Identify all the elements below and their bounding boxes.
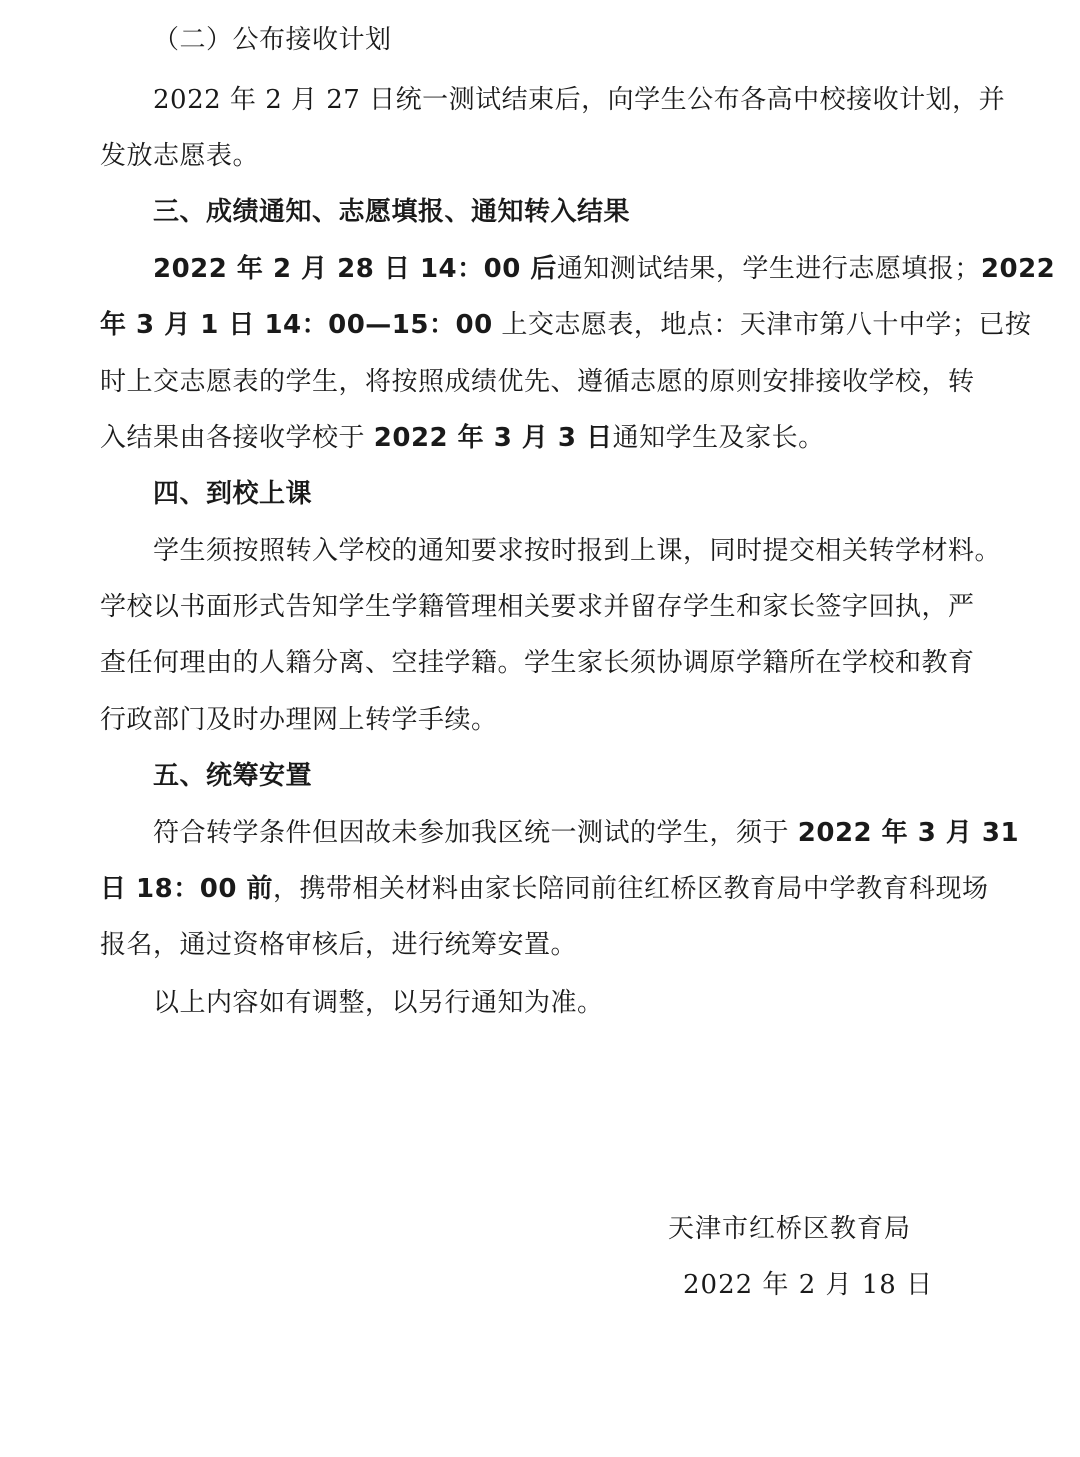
paragraph-line (0, 249, 1080, 289)
text-run: 通知测试结果，学生进行志愿填报； (556, 254, 981, 284)
paragraph-line: 行政部门及时办理网上转学手续。 (100, 705, 498, 735)
text-run: ，携带相关材料由家长陪同前往红桥区教育局中学教育科现场 (272, 874, 989, 904)
paragraph-line: 发放志愿表。 (100, 141, 260, 171)
closing-statement: 以上内容如有调整，以另行通知为准。 (153, 988, 604, 1018)
bold-date: 2022 (980, 254, 1056, 284)
text-run: 通知学生及家长。 (612, 423, 825, 453)
subsection-heading-publish-plan: （二）公布接收计划 (153, 25, 392, 55)
issue-date: 2022 年 2 月 18 日 (683, 1270, 934, 1300)
bold-date: 日 18：00 前 (100, 874, 273, 904)
section-heading-attend-school: 四、到校上课 (153, 479, 313, 509)
paragraph-line (0, 869, 1080, 909)
paragraph-line (0, 813, 1080, 853)
paragraph-line: 报名，通过资格审核后，进行统筹安置。 (100, 930, 578, 960)
text-run: 上交志愿表，地点：天津市第八十中学；已按 (492, 310, 1032, 340)
paragraph-line (0, 305, 1080, 345)
paragraph-line (0, 418, 1080, 458)
issuer-name: 天津市红桥区教育局 (668, 1214, 912, 1244)
paragraph-line: 学校以书面形式告知学生学籍管理相关要求并留存学生和家长签字回执，严 (100, 592, 975, 622)
bold-date: 2022 年 3 月 3 日 (373, 423, 613, 453)
paragraph-line: 时上交志愿表的学生，将按照成绩优先、遵循志愿的原则安排接收学校，转 (100, 367, 975, 397)
text-run: 入结果由各接收学校于 (100, 423, 374, 453)
paragraph-line: 2022 年 2 月 27 日统一测试结束后，向学生公布各高中校接收计划，并 (153, 85, 1006, 115)
bold-date: 年 3 月 1 日 14：00—15：00 (100, 310, 493, 340)
paragraph-line: 学生须按照转入学校的通知要求按时报到上课，同时提交相关转学材料。 (153, 536, 1002, 566)
paragraph-line: 查任何理由的人籍分离、空挂学籍。学生家长须协调原学籍所在学校和教育 (100, 648, 975, 678)
text-run: 符合转学条件但因故未参加我区统一测试的学生，须于 (153, 818, 798, 848)
bold-date: 2022 年 2 月 28 日 14：00 后 (153, 254, 557, 284)
section-heading-results-notification: 三、成绩通知、志愿填报、通知转入结果 (153, 197, 631, 227)
bold-date: 2022 年 3 月 31 (797, 818, 1020, 848)
section-heading-overall-placement: 五、统筹安置 (153, 761, 313, 791)
